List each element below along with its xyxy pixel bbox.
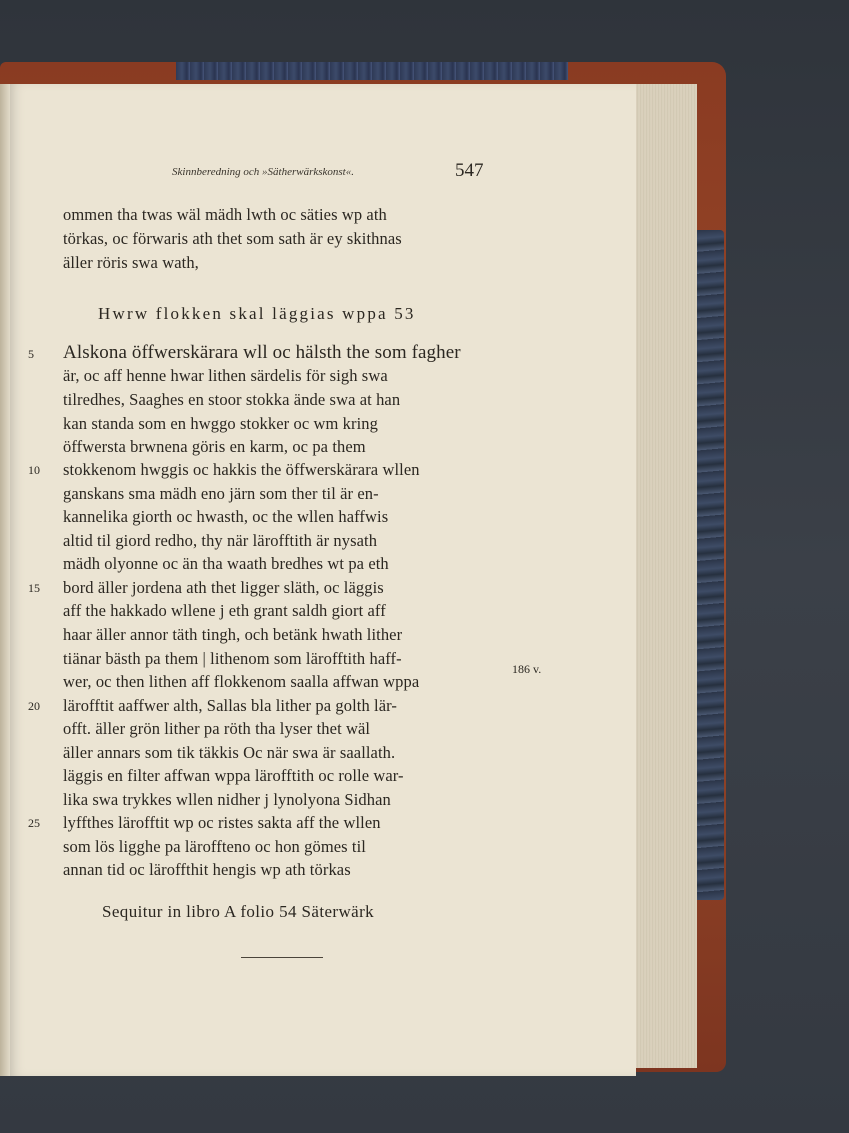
text-line: öffwersta brwnena göris en karm, oc pa them	[63, 437, 366, 456]
text-line: lyffthes lärofftit wp oc ristes sakta aff the wllen	[63, 813, 381, 832]
text-line: ommen tha twas wäl mädh lwth oc säties wp ath	[63, 205, 387, 224]
text-line: bord äller jordena ath thet ligger släth, oc läggis	[63, 578, 384, 597]
line-number: 10	[28, 463, 40, 477]
text-line: ganskans sma mädh eno järn som ther til är en-	[63, 484, 379, 503]
text-line: lärofftit aaffwer alth, Sallas bla lither pa golth lär-	[63, 696, 397, 715]
text-line: annan tid oc läroffthit hengis wp ath törkas	[63, 860, 351, 879]
page-edges	[632, 84, 697, 1068]
text-line: tiänar bästh pa them | lithenom som lärofftith haff-	[63, 649, 402, 668]
text-line: mädh olyonne oc än tha waath bredhes wt pa eth	[63, 554, 389, 573]
cover-marbled-strip	[176, 62, 568, 80]
line-number: 5	[28, 347, 34, 361]
text-line: lika swa trykkes wllen nidher j lynolyona Sidhan	[63, 790, 391, 809]
text-line: wer, oc then lithen aff flokkenom saalla affwan wppa	[63, 672, 420, 691]
line-number: 15	[28, 581, 40, 595]
text-line: offt. äller grön lither pa röth tha lyser thet wäl	[63, 719, 371, 738]
text-line: kan standa som en hwggo stokker oc wm kring	[63, 414, 378, 433]
closing-line: Sequitur in libro A folio 54 Säterwärk	[102, 902, 375, 921]
line-number: 25	[28, 816, 40, 830]
text-line: som lös ligghe pa läroffteno oc hon gömes til	[63, 837, 366, 856]
text-line: tilredhes, Saaghes en stoor stokka ände swa at han	[63, 390, 401, 409]
text-line: äller annars som tik täkkis Oc när swa är saallath.	[63, 743, 396, 762]
text-line: läggis en filter affwan wppa lärofftith oc rolle war-	[63, 766, 404, 785]
text-line: aff the hakkado wllene j eth grant saldh giort aff	[63, 601, 386, 620]
text-line: är, oc aff henne hwar lithen särdelis för sigh swa	[63, 366, 388, 385]
line-number: 20	[28, 699, 40, 713]
text-line: törkas, oc förwaris ath thet som sath är ey skithnas	[63, 229, 402, 248]
text-line: stokkenom hwggis oc hakkis the öffwerskärara wllen	[63, 460, 420, 479]
text-line: äller röris swa wath,	[63, 253, 199, 272]
section-heading: Hwrw flokken skal läggias wppa 53	[98, 304, 416, 323]
page-gutter	[0, 84, 10, 1076]
page-number: 547	[455, 160, 484, 181]
text-line: kannelika giorth oc hwasth, oc the wllen haffwis	[63, 507, 389, 526]
text-line: altid til giord redho, thy när lärofftith är nysath	[63, 531, 378, 550]
text-line: Alskona öffwerskärara wll oc hälsth the som fagher	[63, 342, 461, 363]
running-head: Skinnberedning och »Sätherwärkskonst«.	[172, 166, 354, 178]
end-rule	[241, 957, 323, 958]
text-line: haar äller annor täth tingh, och betänk hwath lither	[63, 625, 403, 644]
cover-marbled-edge	[694, 230, 724, 900]
margin-note: 186 v.	[512, 662, 542, 676]
